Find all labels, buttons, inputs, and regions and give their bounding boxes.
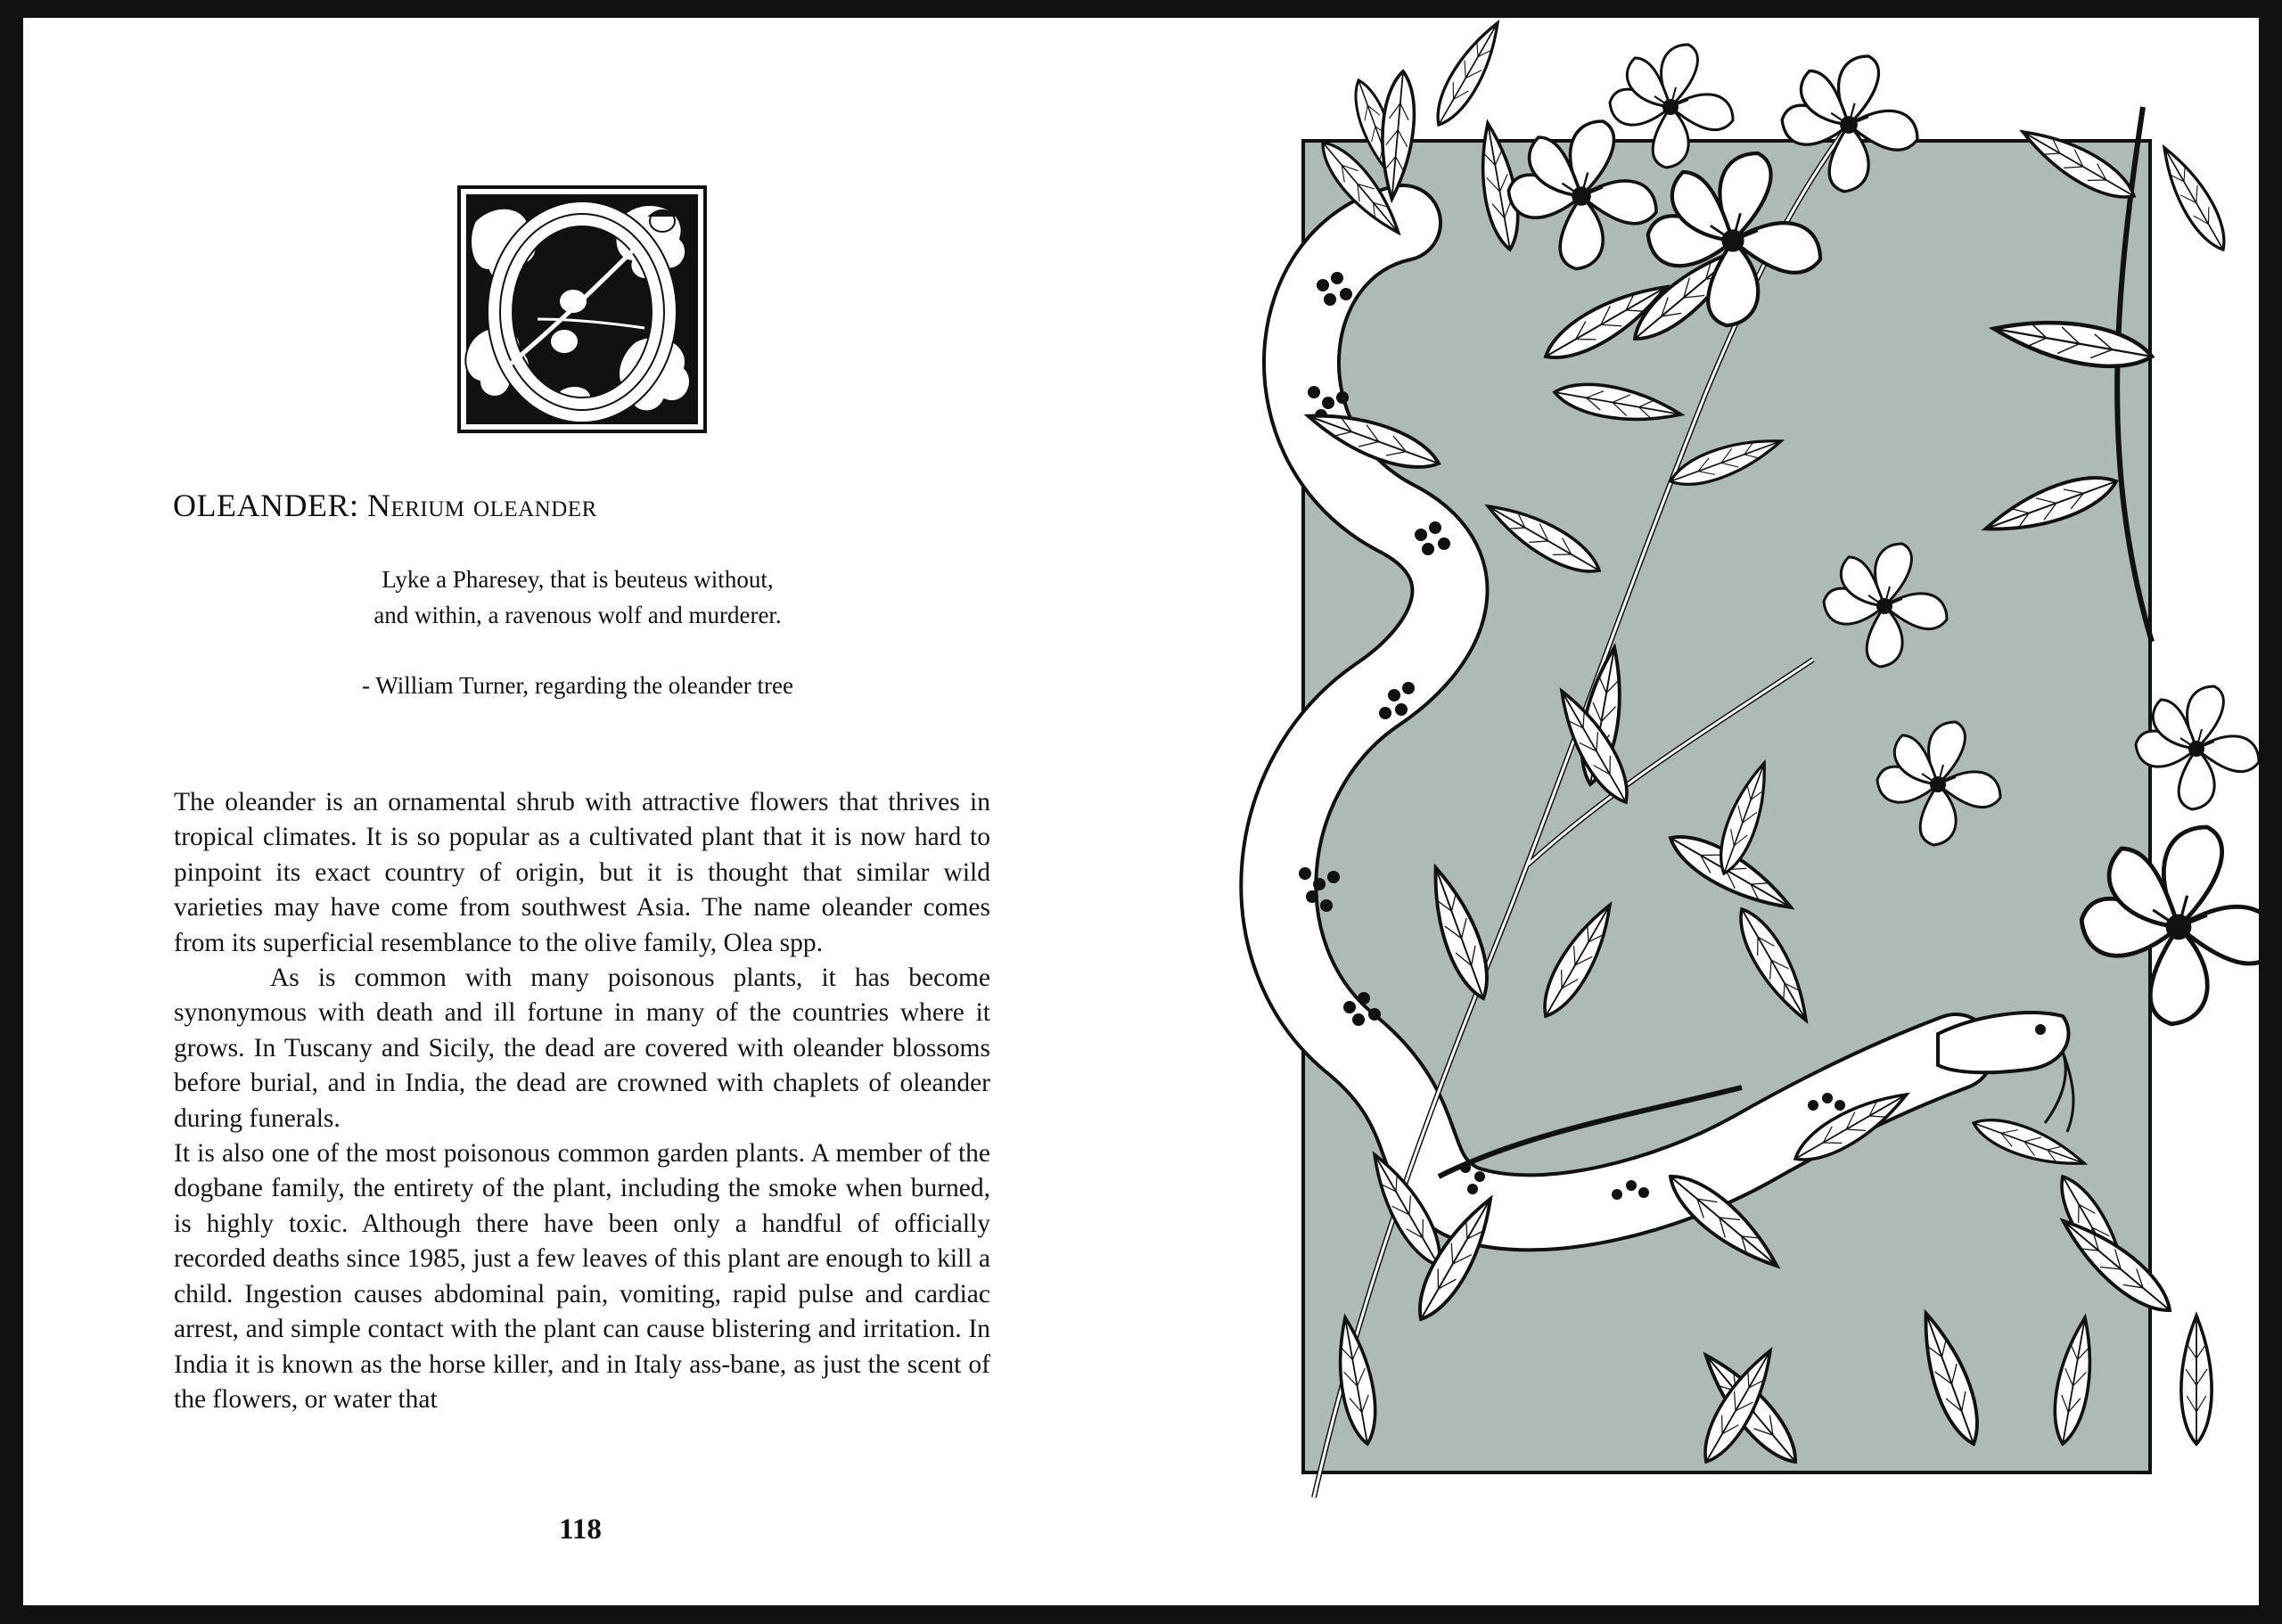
entry-heading	[173, 487, 975, 524]
dropcap-o-icon	[457, 185, 707, 433]
paragraph-3: It is also one of the most poisonous common garden plants. A member of the dogbane family, the entirety of the plant, including the smoke when burned, is highly toxic. Although there have been only a handful of officially recorded deaths since 1985, just a few leaves of this plant are enough to kill a child. Ingestion causes abdominal pain, vomiting, rapid pulse and cardiac arrest, and simple contact with the plant can cause blistering and irritation. In India it is known as the horse killer, and in Italy ass-bane, as just the scent of the flowers, or water that	[174, 1139, 990, 1414]
snake-oleander-illustration	[1171, 18, 2259, 1605]
page-number: 118	[559, 1513, 602, 1546]
body-text	[174, 785, 990, 1417]
paragraph-1: The oleander is an ornamental shrub with attractive flowers that thrives in tropical climates. It is so popular as a cultivated plant that it is now hard to pinpoint its exact country of origin, but it is thought that similar wild varieties may have come from southwest Asia. The name oleander comes from its superficial resemblance to the olive family, Olea spp.	[174, 788, 990, 957]
epigraph-line-2: and within, a ravenous wolf and murderer.	[373, 602, 782, 628]
epigraph-attribution: - William Turner, regarding the oleander tree	[362, 672, 793, 699]
book-spread	[23, 18, 2259, 1605]
paragraph-2: As is common with many poisonous plants, it has become synonymous with death and ill fortune in many of the countries where it grows. In Tuscany and Sicily, the dead are covered with oleander blossoms before burial, and in India, the dead are crowned with chaplets of oleander during funerals.	[174, 964, 990, 1133]
epigraph-line-1: Lyke a Pharesey, that is beuteus without,	[382, 566, 774, 593]
entry-title: OLEANDER:	[173, 488, 359, 523]
entry-latin-name: Nerium oleander	[366, 488, 597, 523]
